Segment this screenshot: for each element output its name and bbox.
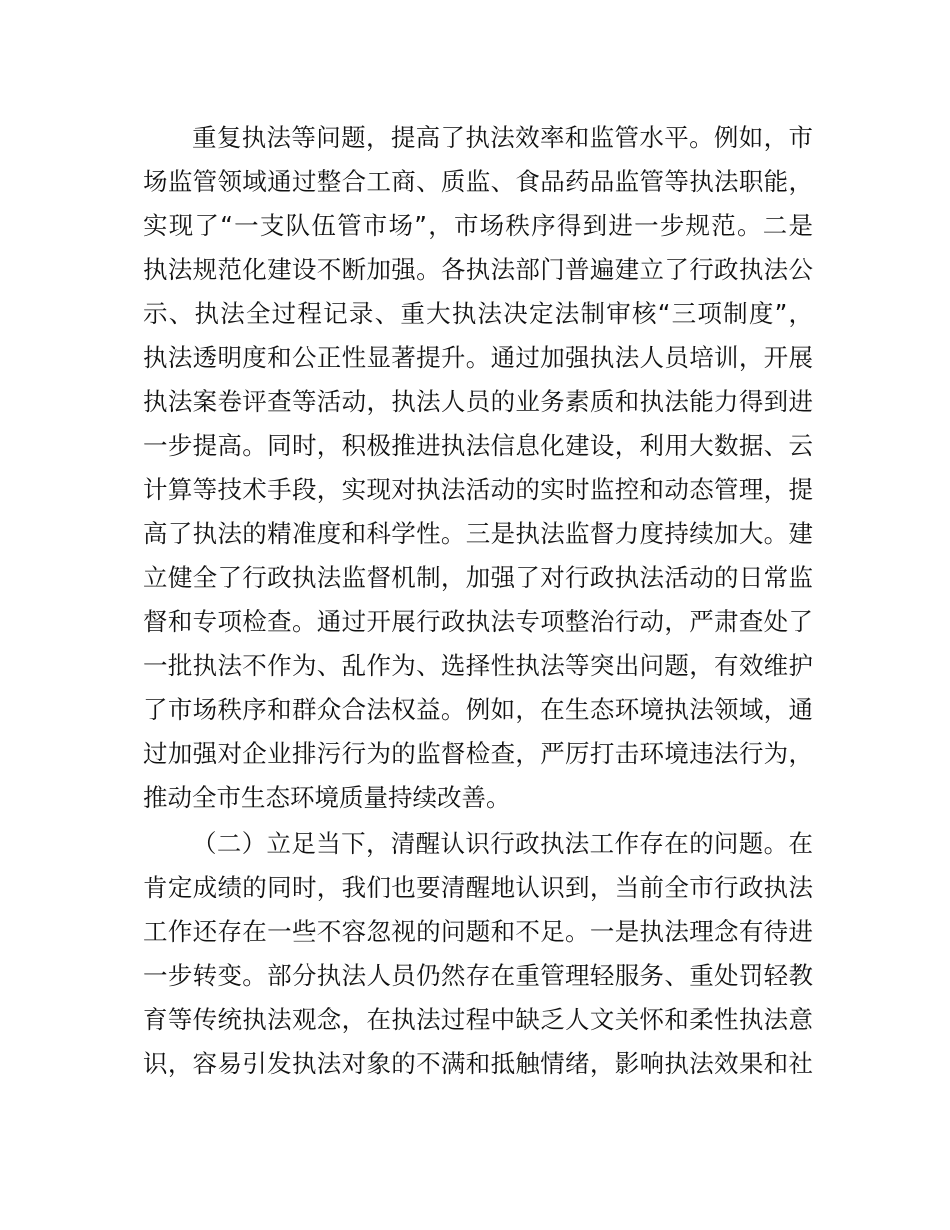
text-line: 执法案卷评查等活动，执法人员的业务素质和执法能力得到进	[143, 387, 813, 416]
text-line: 执法透明度和公正性显著提升。通过加强执法人员培训，开展	[143, 343, 813, 372]
text-line: 识，容易引发执法对象的不满和抵触情绪，影响执法效果和社	[143, 1049, 813, 1078]
text-line: 育等传统执法观念，在执法过程中缺乏人文关怀和柔性执法意	[143, 1005, 813, 1034]
text-line: 计算等技术手段，实现对执法活动的实时监控和动态管理，提	[143, 475, 813, 504]
text-line: （二）立足当下，清醒认识行政执法工作存在的问题。在	[192, 829, 813, 858]
text-line: 重复执法等问题，提高了执法效率和监管水平。例如，市	[192, 123, 813, 152]
text-line: 一步转变。部分执法人员仍然存在重管理轻服务、重处罚轻教	[143, 961, 813, 990]
text-line: 一步提高。同时，积极推进执法信息化建设，利用大数据、云	[143, 431, 813, 460]
text-line: 执法规范化建设不断加强。各执法部门普遍建立了行政执法公	[143, 255, 813, 284]
text-line: 肯定成绩的同时，我们也要清醒地认识到，当前全市行政执法	[143, 873, 813, 902]
text-line: 了市场秩序和群众合法权益。例如，在生态环境执法领域，通	[143, 695, 813, 724]
text-line: 过加强对企业排污行为的监督检查，严厉打击环境违法行为，	[143, 739, 813, 768]
text-line: 一批执法不作为、乱作为、选择性执法等突出问题，有效维护	[143, 651, 813, 680]
text-line: 督和专项检查。通过开展行政执法专项整治行动，严肃查处了	[143, 607, 813, 636]
text-line: 工作还存在一些不容忽视的问题和不足。一是执法理念有待进	[143, 917, 813, 946]
text-line: 场监管领域通过整合工商、质监、食品药品监管等执法职能，	[143, 167, 813, 196]
text-line: 实现了“一支队伍管市场”，市场秩序得到进一步规范。二是	[143, 211, 813, 240]
text-line: 高了执法的精准度和科学性。三是执法监督力度持续加大。建	[143, 519, 813, 548]
text-line: 推动全市生态环境质量持续改善。	[143, 783, 511, 812]
text-line: 示、执法全过程记录、重大执法决定法制审核“三项制度”，	[143, 299, 813, 328]
text-line: 立健全了行政执法监督机制，加强了对行政执法活动的日常监	[143, 563, 813, 592]
